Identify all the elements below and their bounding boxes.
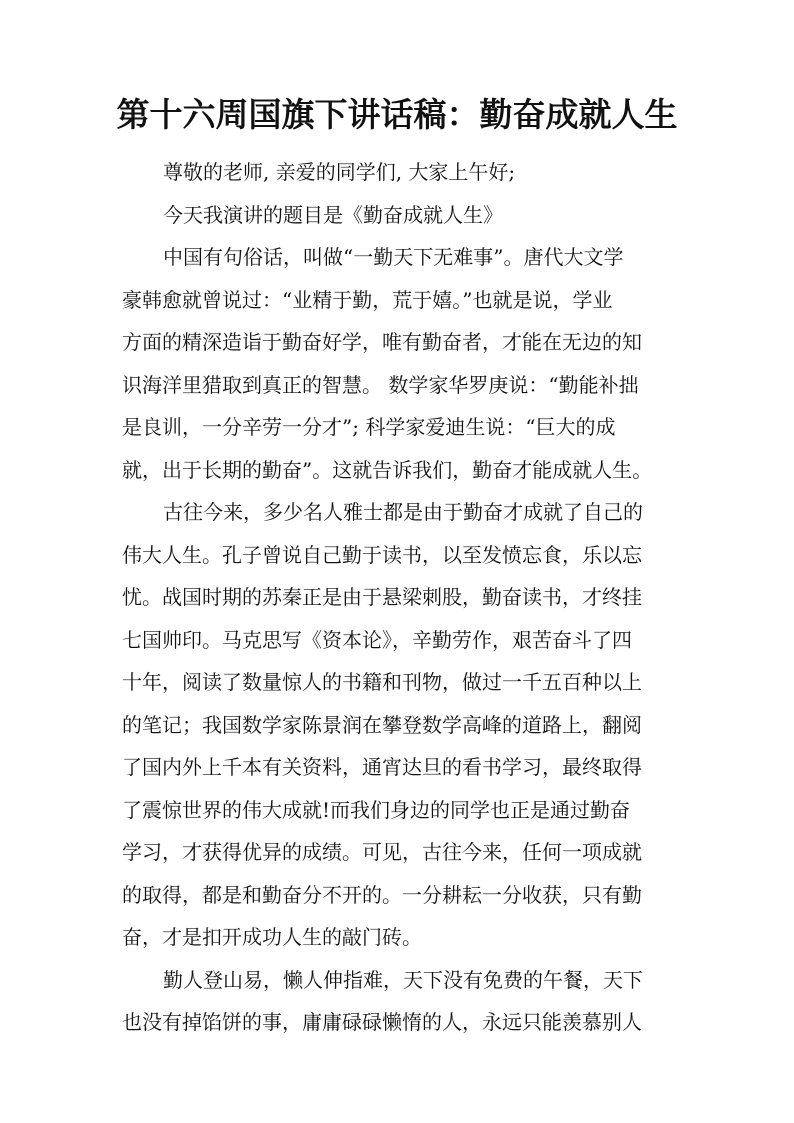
- paragraph-2-line-9: 学习，才获得优异的成绩。可见，古往今来，任何一项成就: [122, 840, 642, 864]
- paragraph-1-line-2: 豪韩愈就曾说过：“业精于勤，荒于嬉。”也就是说，学业: [122, 287, 613, 312]
- paragraph-1-line-4: 识海洋里猎取到真正的智慧。 数学家华罗庚说：“勤能补拙: [122, 372, 639, 397]
- paragraph-2-line-7: 了国内外上千本有关资料，通宵达旦的看书学习，最终取得: [122, 755, 642, 779]
- paragraph-1-line-1: 中国有句俗话，叫做“一勤天下无难事”。唐代大文学: [163, 245, 624, 269]
- greeting-line: 尊敬的老师, 亲爱的同学们, 大家上午好;: [163, 160, 516, 184]
- topic-line: 今天我演讲的题目是《勤奋成就人生》: [163, 202, 503, 227]
- paragraph-2-line-6: 的笔记；我国数学家陈景润在攀登数学高峰的道路上，翻阅: [122, 712, 642, 737]
- paragraph-2-line-2: 伟大人生。孔子曾说自己勤于读书，以至发愤忘食，乐以忘: [122, 542, 642, 567]
- paragraph-2-line-8: 了震惊世界的伟大成就!而我们身边的同学也正是通过勤奋: [122, 797, 631, 822]
- document-body: [122, 151, 682, 1044]
- paragraph-3-line-1: 勤人登山易，懒人伸指难，天下没有免费的午餐，天下: [163, 967, 643, 992]
- document-title: 第十六周国旗下讲话稿：勤奋成就人生: [116, 95, 678, 134]
- paragraph-2-line-4: 七国帅印。马克思写《资本论》，辛勤劳作，艰苦奋斗了四: [122, 627, 632, 652]
- paragraph-2-line-5: 十年，阅读了数量惊人的书籍和刊物，做过一千五百种以上: [122, 670, 642, 694]
- paragraph-2-line-3: 忧。战国时期的苏秦正是由于悬梁刺股，勤奋读书，才终挂: [122, 585, 642, 609]
- paragraph-2-line-11: 奋，才是扣开成功人生的敲门砖。: [122, 925, 422, 949]
- paragraph-2-line-10: 的取得，都是和勤奋分不开的。一分耕耘一分收获，只有勤: [122, 882, 642, 907]
- paragraph-1-line-3: 方面的精深造诣于勤奋好学，唯有勤奋者，才能在无边的知: [122, 330, 642, 354]
- paragraph-2-line-1: 古往今来，多少名人雅士都是由于勤奋才成就了自己的: [163, 500, 643, 524]
- paragraph-3-line-2: 也没有掉馅饼的事，庸庸碌碌懒惰的人，永远只能羡慕别人: [122, 1010, 642, 1034]
- paragraph-1-line-5: 是良训，一分辛劳一分才”; 科学家爱迪生说：“巨大的成: [122, 415, 616, 439]
- paragraph-1-line-6: 就，出于长期的勤奋”。这就告诉我们，勤奋才能成就人生。: [122, 457, 653, 482]
